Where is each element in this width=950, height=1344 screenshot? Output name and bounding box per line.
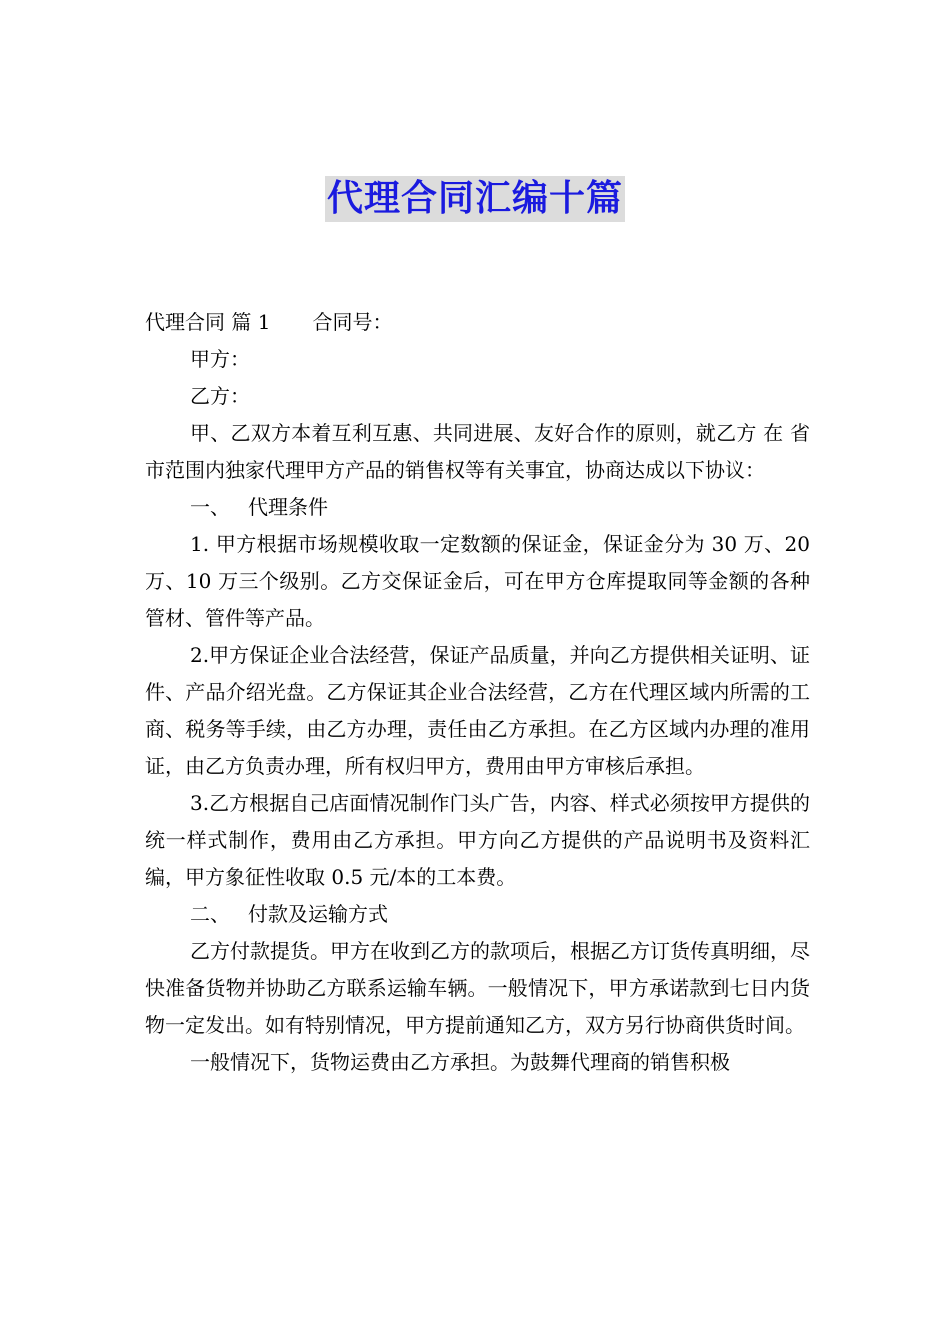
party-b-line: 乙方：	[190, 384, 250, 408]
freight-paragraph: 一般情况下，货物运费由乙方承担。为鼓舞代理商的销售积极	[190, 1050, 730, 1074]
intro-paragraph: 甲、乙双方本着互利互惠、共同进展、友好合作的原则，就乙方 在 省 市范围内独家代理甲方产品的销售权等有关事宜，协商达成以下协议：	[145, 421, 810, 482]
clause-3-paragraph: 3.乙方根据自己店面情况制作门头广告，内容、样式必须按甲方提供的统一样式制作，费用由乙方承担。甲方向乙方提供的产品说明书及资料汇编，甲方象征性收取 0.5 元/本的工本费。	[145, 791, 810, 889]
section-2-title: 付款及运输方式	[248, 902, 388, 926]
contract-header-line	[145, 304, 810, 341]
payment-paragraph: 乙方付款提货。甲方在收到乙方的款项后，根据乙方订货传真明细，尽快准备货物并协助乙方联系运输车辆。一般情况下，甲方承诺款到七日内货物一定发出。如有特别情况，甲方提前通知乙方，双方另行协商供货时间。	[145, 939, 810, 1037]
section-2-number: 二、	[190, 902, 230, 926]
document-title: 代理合同汇编十篇	[325, 176, 625, 222]
section-heading-2	[145, 896, 810, 933]
contract-number-label: 合同号：	[312, 310, 393, 334]
section-label: 代理合同 篇 1	[145, 310, 271, 334]
title-container	[0, 176, 950, 222]
section-1-title: 代理条件	[248, 495, 328, 519]
section-1-number: 一、	[190, 495, 230, 519]
document-body	[145, 304, 810, 1081]
section-heading-1	[145, 489, 810, 526]
party-a-line: 甲方：	[190, 347, 250, 371]
clause-1-paragraph: 1. 甲方根据市场规模收取一定数额的保证金，保证金分为 30 万、20 万、10 万三个级别。乙方交保证金后，可在甲方仓库提取同等金额的各种管材、管件等产品。	[145, 532, 810, 630]
clause-2-paragraph: 2.甲方保证企业合法经营，保证产品质量，并向乙方提供相关证明、证件、产品介绍光盘。乙方保证其企业合法经营，乙方在代理区域内所需的工商、税务等手续，由乙方办理，责任由乙方承担。在乙方区域内办理的准用证，由乙方负责办理，所有权归甲方，费用由甲方审核后承担。	[145, 643, 810, 778]
